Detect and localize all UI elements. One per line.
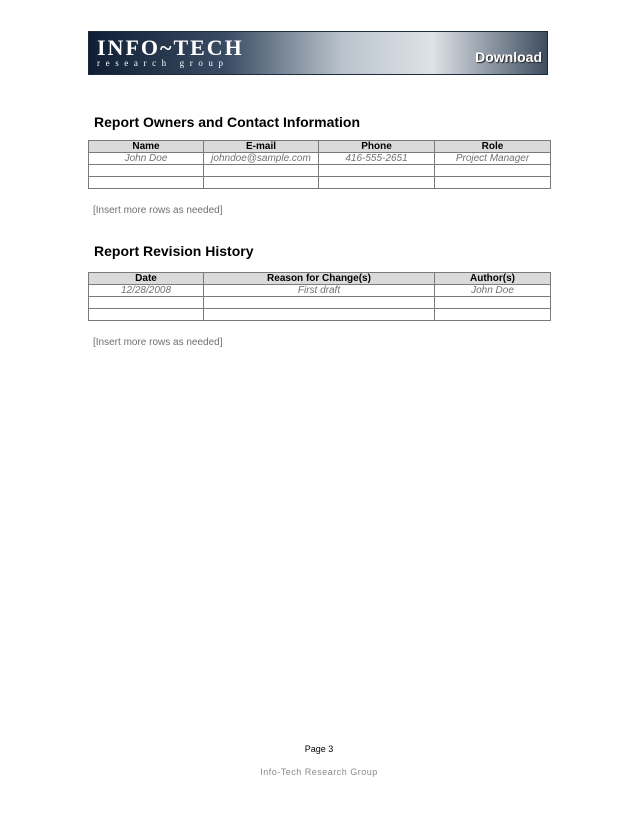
revisions-note: [Insert more rows as needed] (93, 337, 223, 348)
logo-wordmark: INFO~TECH (97, 35, 244, 60)
table-cell[interactable]: John Doe (89, 153, 204, 165)
owners-col-phone: Phone (319, 141, 435, 153)
header-banner (88, 31, 548, 75)
table-row (89, 177, 551, 189)
table-cell[interactable] (89, 309, 204, 321)
table-cell[interactable]: John Doe (435, 285, 551, 297)
table-cell[interactable] (435, 309, 551, 321)
owners-col-name: Name (89, 141, 204, 153)
table-cell[interactable]: Project Manager (435, 153, 551, 165)
owners-header-row (89, 141, 551, 153)
table-cell[interactable]: johndoe@sample.com (204, 153, 319, 165)
download-badge: Download (475, 49, 542, 65)
revisions-col-author: Author(s) (435, 273, 551, 285)
table-row (89, 309, 551, 321)
table-cell[interactable]: First draft (204, 285, 435, 297)
owners-table (88, 140, 551, 189)
table-cell[interactable] (89, 165, 204, 177)
footer-text: Info-Tech Research Group (260, 767, 378, 777)
table-cell[interactable]: 12/28/2008 (89, 285, 204, 297)
table-cell[interactable] (204, 309, 435, 321)
table-cell[interactable] (319, 165, 435, 177)
table-cell[interactable] (319, 177, 435, 189)
revisions-col-date: Date (89, 273, 204, 285)
logo-tagline: research group (97, 58, 229, 68)
table-cell[interactable]: 416-555-2651 (319, 153, 435, 165)
table-cell[interactable] (435, 177, 551, 189)
owners-section-title: Report Owners and Contact Information (94, 114, 361, 130)
owners-col-role: Role (435, 141, 551, 153)
table-cell[interactable] (435, 297, 551, 309)
table-cell[interactable] (204, 165, 319, 177)
revisions-table (88, 272, 551, 321)
table-cell[interactable] (204, 297, 435, 309)
owners-note: [Insert more rows as needed] (93, 205, 223, 216)
table-row (89, 153, 551, 165)
table-cell[interactable] (204, 177, 319, 189)
table-row (89, 297, 551, 309)
revisions-col-reason: Reason for Change(s) (204, 273, 435, 285)
revisions-section-title: Report Revision History (94, 243, 254, 259)
owners-col-email: E-mail (204, 141, 319, 153)
table-cell[interactable] (89, 177, 204, 189)
table-cell[interactable] (89, 297, 204, 309)
revisions-header-row (89, 273, 551, 285)
table-row (89, 285, 551, 297)
page-number: Page 3 (304, 744, 334, 754)
table-row (89, 165, 551, 177)
table-cell[interactable] (435, 165, 551, 177)
